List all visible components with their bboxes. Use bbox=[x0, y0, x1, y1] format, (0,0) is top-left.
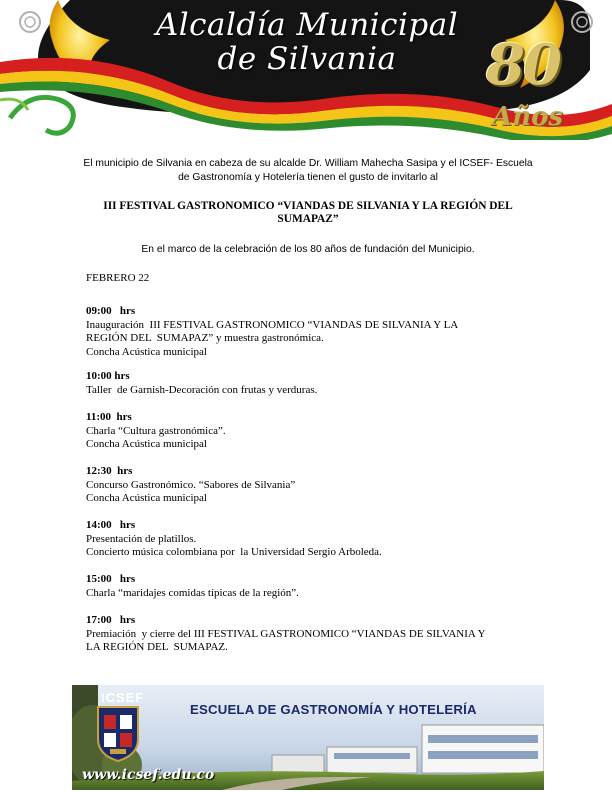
schedule-item bbox=[86, 370, 536, 397]
schedule-line: LA REGIÓN DEL SUMAPAZ. bbox=[86, 641, 228, 654]
schedule-time: 12:30 hrs bbox=[86, 465, 133, 477]
intro-line: El municipio de Silvania en cabeza de su alcalde Dr. William Mahecha Sasipa y el ICSEF- Escuela bbox=[83, 158, 533, 169]
anniversary-number: 80 bbox=[486, 32, 560, 98]
intro-paragraph bbox=[82, 157, 534, 185]
event-date: FEBRERO 22 bbox=[86, 272, 150, 284]
schedule-item bbox=[86, 519, 536, 560]
intro-line: de Gastronomía y Hotelería tienen el gusto de invitarlo al bbox=[178, 172, 438, 183]
festival-title bbox=[82, 200, 534, 226]
schedule-item bbox=[86, 305, 536, 359]
schedule-line: Charla “Cultura gastronómica”. bbox=[86, 424, 226, 437]
schedule-item bbox=[86, 411, 536, 452]
schedule-line: Charla “maridajes comidas típicas de la región”. bbox=[86, 586, 299, 599]
schedule-line: Inauguración III FESTIVAL GASTRONOMICO “VIANDAS DE SILVANIA Y LA bbox=[86, 318, 459, 331]
schedule-line: Concha Acústica municipal bbox=[86, 345, 207, 358]
schedule-line: Presentación de platillos. bbox=[86, 532, 197, 545]
schedule-line: Premiación y cierre del III FESTIVAL GASTRONOMICO “VIANDAS DE SILVANIA Y bbox=[86, 627, 486, 640]
schedule-time: 15:00 hrs bbox=[86, 573, 136, 585]
schedule-line: REGIÓN DEL SUMAPAZ” y muestra gastronómica. bbox=[86, 332, 324, 345]
schedule-line: Concierto música colombiana por la Universidad Sergio Arboleda. bbox=[86, 546, 382, 559]
schedule-line: Taller de Garnish-Decoración con frutas y verduras. bbox=[86, 383, 318, 396]
festival-title-line: III FESTIVAL GASTRONOMICO “VIANDAS DE SILVANIA Y LA REGIÓN DEL bbox=[103, 200, 513, 212]
banner-title-line2: de Silvania bbox=[217, 41, 397, 77]
icsef-shield-icon bbox=[96, 705, 140, 763]
schedule-line: Concha Acústica municipal bbox=[86, 492, 207, 505]
schedule-time: 17:00 hrs bbox=[86, 614, 136, 626]
schedule-time: 10:00 hrs bbox=[86, 370, 130, 382]
header-banner bbox=[0, 0, 612, 140]
school-name: ESCUELA DE GASTRONOMÍA Y HOTELERÍA bbox=[190, 702, 477, 717]
schedule-line: Concha Acústica municipal bbox=[86, 438, 207, 451]
celebration-text: En el marco de la celebración de los 80 años de fundación del Municipio. bbox=[141, 244, 475, 255]
festival-title-line: SUMAPAZ” bbox=[277, 213, 339, 225]
schedule-time: 11:00 hrs bbox=[86, 411, 132, 423]
website-text: www.icsef.edu.co bbox=[82, 767, 215, 783]
schedule-item bbox=[86, 573, 536, 600]
schedule-item bbox=[86, 614, 536, 655]
schedule-item bbox=[86, 465, 536, 506]
schedule-time: 14:00 hrs bbox=[86, 519, 136, 531]
icsef-logo-text: ICSEF bbox=[101, 690, 145, 705]
schedule-time: 09:00 hrs bbox=[86, 305, 136, 317]
footer-banner bbox=[72, 685, 544, 790]
anniversary-word: Años bbox=[492, 102, 564, 132]
banner-title-line1: Alcaldía Municipal bbox=[155, 7, 459, 43]
schedule-line: Concurso Gastronómico. “Sabores de Silvania” bbox=[86, 478, 296, 491]
